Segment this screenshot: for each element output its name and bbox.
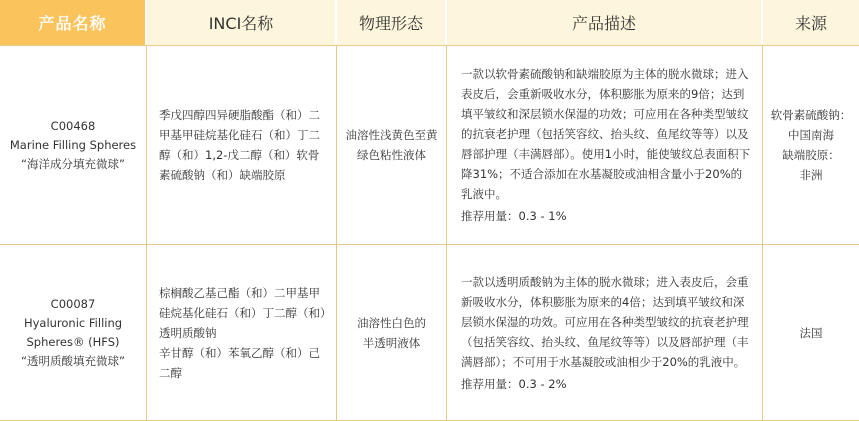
source-cell — [763, 245, 859, 420]
description-cell — [447, 46, 763, 244]
product-name-cn: “海洋成分填充微球” — [21, 156, 125, 171]
source-line: 中国南海 — [788, 128, 834, 142]
product-name-en: Spheres® (HFS) — [26, 334, 120, 349]
source-text: 法国 — [799, 325, 823, 340]
inci-text: 辛甘醇（和）苯氧乙醇（和）己二醇 — [159, 345, 320, 380]
source-cell — [763, 46, 859, 244]
inci-cell — [147, 46, 337, 244]
source-line: 非洲 — [799, 168, 823, 182]
dosage-text: 推荐用量：0.3 - 1% — [461, 209, 567, 223]
description-cell — [447, 245, 763, 420]
form-cell — [337, 245, 447, 420]
header-product-name: 产品名称 — [0, 0, 147, 45]
dosage-text: 推荐用量：0.3 - 2% — [461, 376, 567, 391]
inci-cell — [147, 245, 337, 420]
header-inci-name: INCI名称 — [147, 0, 337, 45]
product-code: C00468 — [50, 118, 96, 133]
product-name-en: Hyaluronic Filling — [23, 315, 123, 330]
description-text: 一款以软骨素硫酸钠和缺端胶原为主体的脱水微球；进入表皮后，会重新吸收水分，体积膨胀为原来的9倍；达到填平皱纹和深层锁水保湿的功效；可应用在各种类型皱纹的抗衰老护理（包括笑容纹、抬头纹、鱼尾纹等等）以及唇部护理（丰满唇部）。使用1小时，能使皱纹总表面积下降31%；不适合添加在水基凝胶或油相含量小于20%的乳液中。 — [461, 67, 751, 201]
header-source: 来源 — [763, 0, 859, 45]
product-name-cn: “透明质酸填充微球” — [21, 353, 125, 368]
source-line: 缺端胶原： — [782, 148, 840, 162]
description-text: 一款以透明质酸钠为主体的脱水微球；进入表皮后，会重新吸收水分，体积膨胀为原来的4倍；达到填平皱纹和深层锁水保湿的功效。可应用在各种类型皱纹的抗衰老护理（包括笑容纹、抬头纹、鱼尾纹等等）以及唇部护理（丰满唇部）；不可用于水基凝胶或油相少于20%的乳液中。 — [461, 274, 749, 369]
form-text: 油溶性白色的半透明液体 — [357, 315, 426, 350]
table-row — [0, 244, 859, 420]
source-line: 软骨素硫酸钠： — [770, 108, 852, 122]
table-row — [0, 45, 859, 244]
product-name-cell — [0, 245, 147, 420]
header-description: 产品描述 — [447, 0, 763, 45]
inci-text: 棕榈酸乙基己酯（和）二甲基甲硅烷基化硅石（和）丁二醇（和）透明质酸钠 — [159, 285, 326, 340]
header-physical-form: 物理形态 — [337, 0, 447, 45]
product-name-en: Marine Filling Spheres — [9, 137, 137, 152]
form-text: 油溶性浅黄色至黄绿色粘性液体 — [345, 128, 438, 162]
inci-text: 季戊四醇四异硬脂酸酯（和）二甲基甲硅烷基化硅石（和）丁二醇（和）1,2-戊二醇（和）软骨素硫酸钠（和）缺端胶原 — [159, 108, 320, 182]
product-code: C00087 — [50, 296, 96, 311]
table-header — [0, 0, 859, 45]
product-name-cell — [0, 46, 147, 244]
form-cell — [337, 46, 447, 244]
